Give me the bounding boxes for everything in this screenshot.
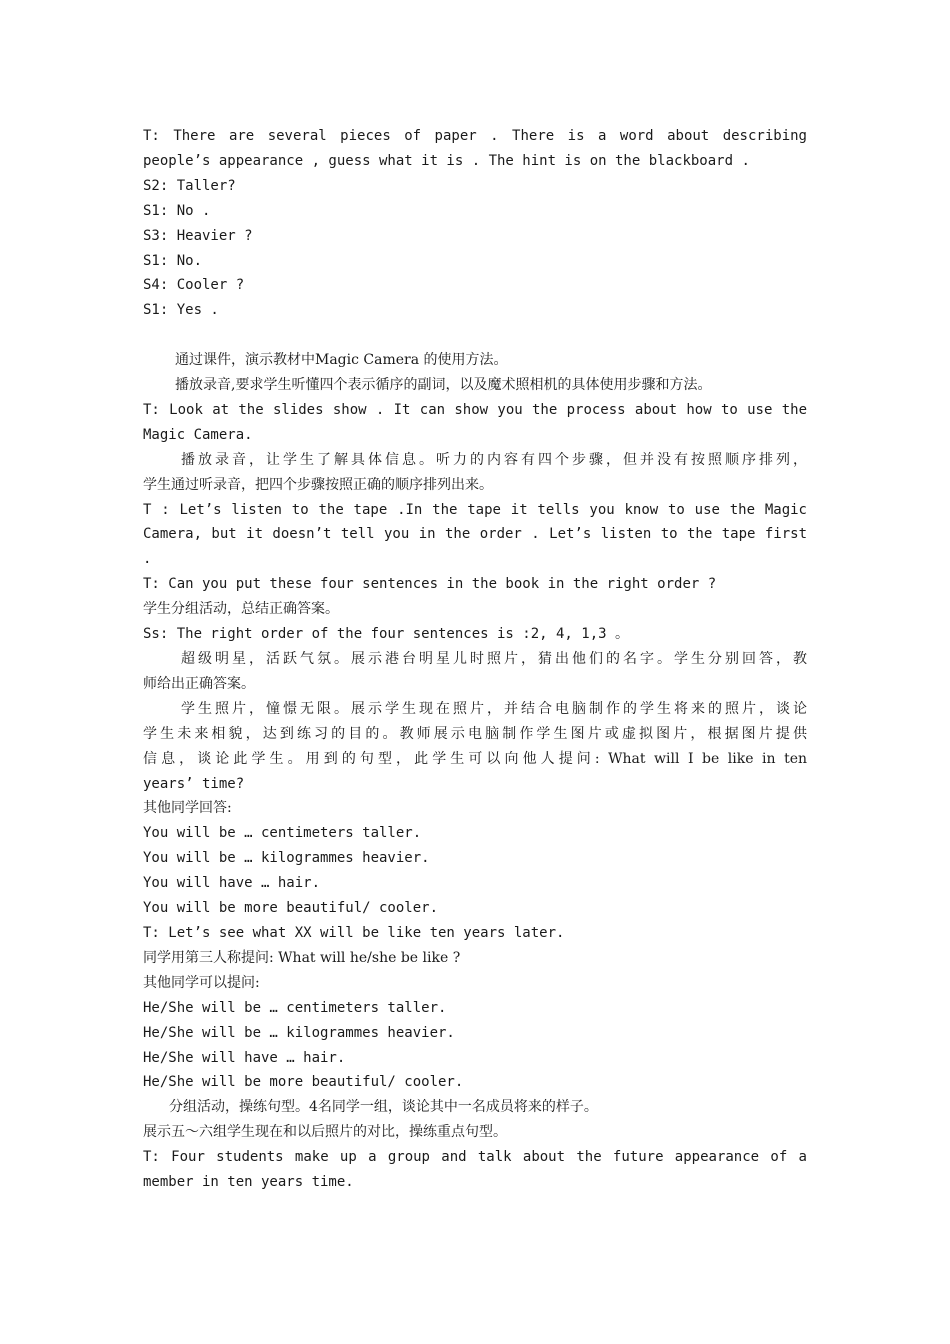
- paragraph-line: 其他同学回答:: [143, 800, 232, 817]
- dialogue-line: You will be more beautiful/ cooler.: [143, 900, 439, 917]
- dialogue-line: Camera, but it doesn’t tell you in the order . Let’s listen to the tape first: [143, 526, 807, 543]
- dialogue-line: T: Four students make up a group and talk about the future appearance of a: [143, 1149, 807, 1166]
- paragraph-line: 学生未来相貌，达到练习的目的。教师展示电脑制作学生图片或虚拟图片，根据图片提供: [143, 725, 807, 742]
- dialogue-line: Ss: The right order of the four sentences is :2, 4, 1,3 。: [143, 626, 630, 643]
- dialogue-line: T: Look at the slides show . It can show you the process about how to use the: [143, 401, 807, 418]
- paragraph-line: 学生照片，憧憬无限。展示学生现在照片，并结合电脑制作的学生将来的照片，谈论: [181, 700, 807, 717]
- paragraph-line: 通过课件，演示教材中Magic Camera 的使用方法。: [175, 352, 508, 369]
- dialogue-line: T : Let’s listen to the tape .In the tape it tells you know to use the Magic: [143, 501, 807, 518]
- dialogue-line: people’s appearance , guess what it is . The hint is on the blackboard .: [143, 152, 750, 169]
- paragraph-line: 师给出正确答案。: [143, 675, 255, 692]
- dialogue-line: You will be … centimeters taller.: [143, 825, 422, 842]
- dialogue-line: He/She will have … hair.: [143, 1049, 346, 1066]
- paragraph-line: 学生通过听录音，把四个步骤按照正确的顺序排列出来。: [143, 476, 493, 493]
- dialogue-line: years’ time?: [143, 775, 245, 792]
- dialogue-line: He/She will be more beautiful/ cooler.: [143, 1074, 464, 1091]
- paragraph-line: 同学用第三人称提问: What will he/she be like ?: [143, 949, 461, 966]
- document-body: [143, 124, 807, 1195]
- paragraph-line: 其他同学可以提问:: [143, 974, 260, 991]
- dialogue-line: You will be … kilogrammes heavier.: [143, 850, 430, 867]
- paragraph-line: 信息，谈论此学生。用到的句型，此学生可以向他人提问: What will I be like in ten: [143, 750, 807, 767]
- dialogue-line: T: Can you put these four sentences in the book in the right order ?: [143, 576, 717, 593]
- dialogue-line: S1: No.: [143, 252, 203, 269]
- paragraph-line: 播放录音,要求学生听懂四个表示循序的副词，以及魔术照相机的具体使用步骤和方法。: [175, 377, 712, 394]
- dialogue-line: He/She will be … centimeters taller.: [143, 999, 447, 1016]
- dialogue-line: S4: Cooler ?: [143, 277, 245, 294]
- dialogue-line: member in ten years time.: [143, 1174, 354, 1191]
- blank-line: [143, 323, 807, 348]
- dialogue-line: .: [143, 551, 152, 568]
- dialogue-line: He/She will be … kilogrammes heavier.: [143, 1024, 455, 1041]
- paragraph-line: 分组活动，操练句型。4名同学一组，谈论其中一名成员将来的样子。: [169, 1099, 598, 1116]
- dialogue-line: Magic Camera.: [143, 426, 253, 443]
- paragraph-line: 学生分组活动，总结正确答案。: [143, 601, 339, 618]
- dialogue-line: T: Let’s see what XX will be like ten years later.: [143, 924, 565, 941]
- dialogue-line: S2: Taller?: [143, 177, 236, 194]
- paragraph-line: 超级明星，活跃气氛。展示港台明星儿时照片，猜出他们的名字。学生分别回答，教: [181, 651, 807, 668]
- dialogue-line: S1: No .: [143, 202, 211, 219]
- dialogue-line: T: There are several pieces of paper . There is a word about describing: [143, 128, 807, 144]
- paragraph-line: 播放录音，让学生了解具体信息。听力的内容有四个步骤，但并没有按照顺序排列，: [181, 451, 807, 468]
- paragraph-line: 展示五～六组学生现在和以后照片的对比，操练重点句型。: [143, 1124, 507, 1141]
- dialogue-line: S3: Heavier ?: [143, 227, 253, 244]
- dialogue-line: You will have … hair.: [143, 875, 321, 892]
- dialogue-line: S1: Yes .: [143, 302, 219, 319]
